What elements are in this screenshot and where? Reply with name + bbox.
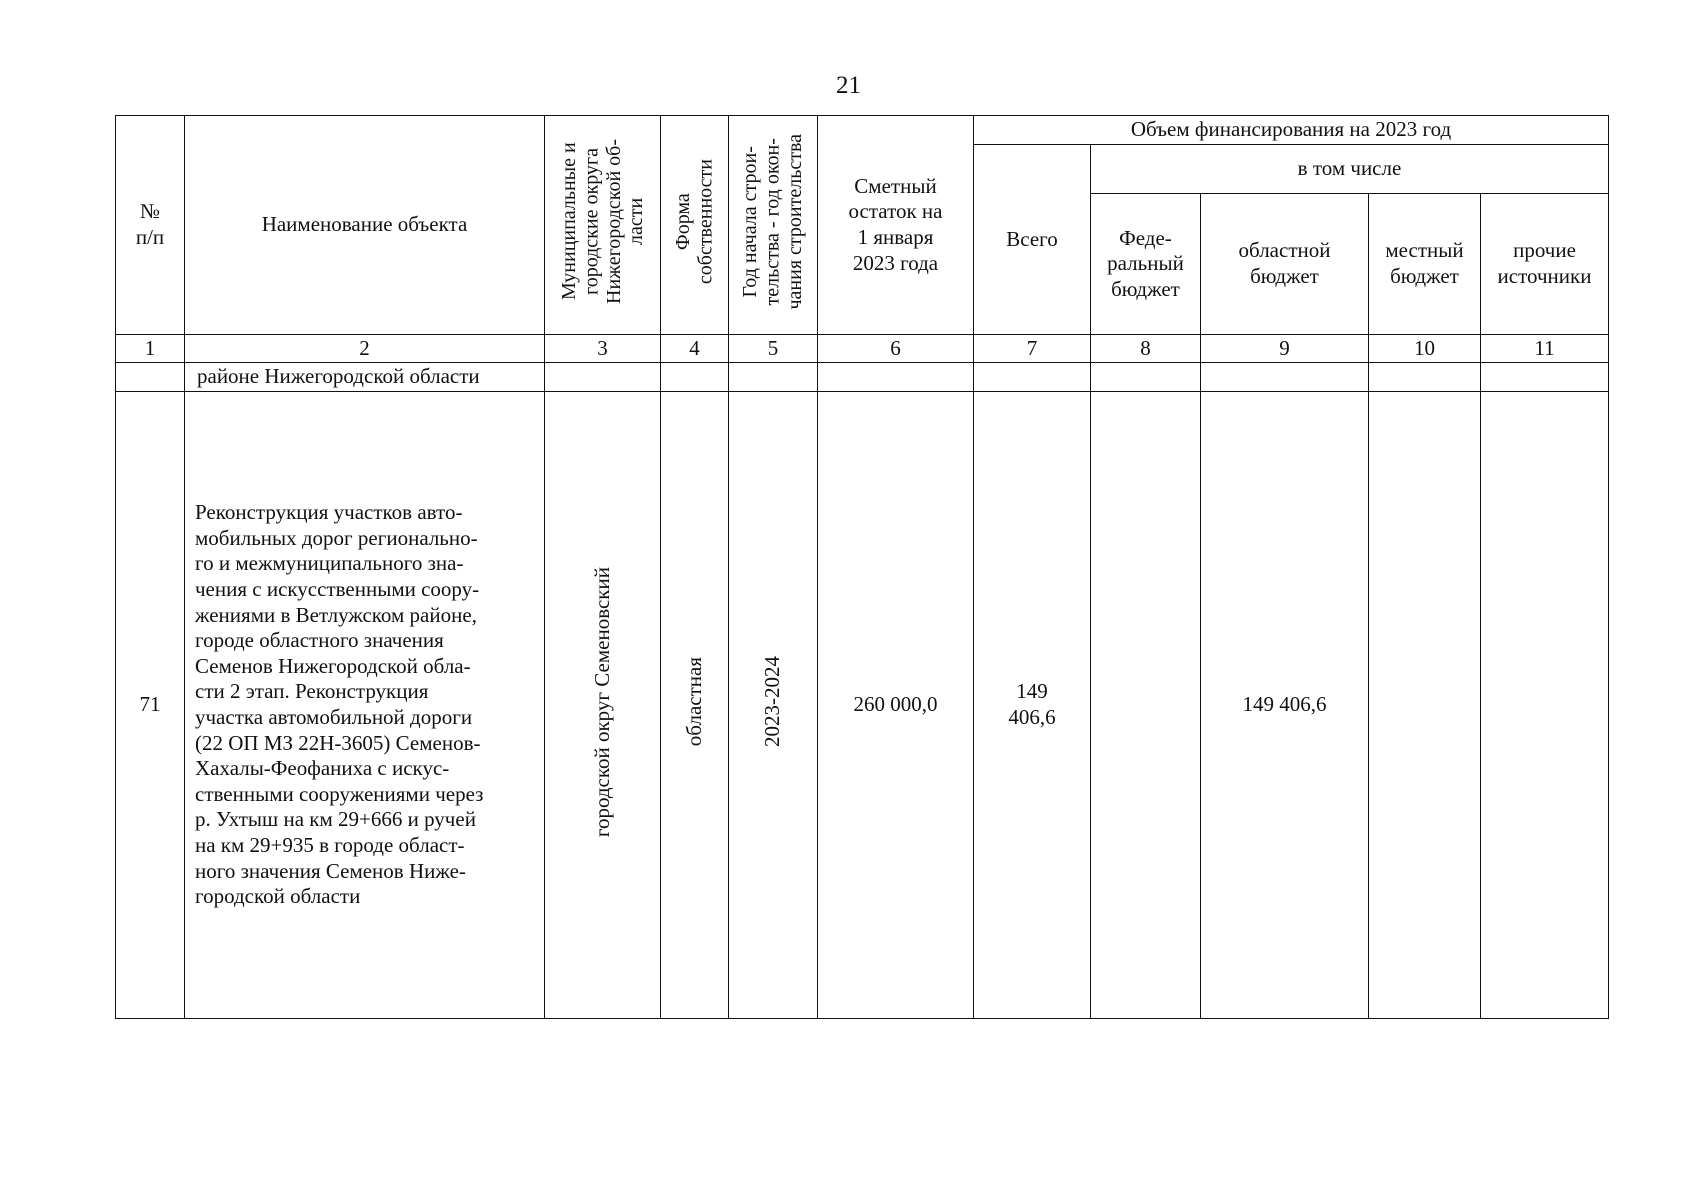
header-local: местный бюджет [1369,194,1481,335]
header-estimate-balance: Сметный остаток на 1 января 2023 года [818,116,974,335]
column-number-row [116,335,1609,363]
years: 2023-2024 [760,656,785,748]
table-cell [818,363,974,392]
object-name-cell [185,392,545,1019]
header-object-name: Наименование объекта [185,116,545,335]
continuation-text: районе Нижегородской области [185,363,545,392]
header-number: № п/п [116,116,185,335]
financing-table [115,115,1609,1019]
table-cell [1091,363,1201,392]
header-ownership: Форма собственности [661,116,729,335]
column-number: 6 [818,335,974,363]
table-cell [116,363,185,392]
row-number: 71 [116,392,185,1019]
column-number: 8 [1091,335,1201,363]
table-cell [545,363,661,392]
table-row [116,392,1609,1019]
column-number: 1 [116,335,185,363]
header-other: прочие источники [1481,194,1609,335]
object-name: Реконструкция участков авто- мобильных дорог регионально- го и межмуниципального зна- чения с искусственными соору- жениями в Ветлужском районе, городе областного значения Семенов Нижегородской обла- сти 2 этап. Реконструкция участка автомобильной дороги (22 ОП МЗ 22Н-3605) Семенов- Хахалы-Феофаниха с искус- ственными сооружениями через р. Ухтыш на км 29+666 и ручей на км 29+935 в городе област- ного значения Семенов Ниже- городской области [195,500,484,909]
table-cell [974,363,1091,392]
estimate-balance: 260 000,0 [818,392,974,1019]
table-cell [729,363,818,392]
header-regional: областной бюджет [1201,194,1369,335]
page-number: 21 [836,72,861,99]
other-value [1481,392,1609,1019]
column-number: 7 [974,335,1091,363]
regional-value: 149 406,6 [1201,392,1369,1019]
total-cell [974,392,1091,1019]
table-cell [1369,363,1481,392]
table-cell [661,363,729,392]
ownership-cell [661,392,729,1019]
column-number: 5 [729,335,818,363]
header-federal: Феде- ральный бюджет [1091,194,1201,335]
header-years: Год начала строи- тельства - год окон- чания строительства [729,116,818,335]
column-number: 2 [185,335,545,363]
table-cell [1481,363,1609,392]
years-cell [729,392,818,1019]
column-number: 9 [1201,335,1369,363]
header-total: Всего [974,145,1091,335]
column-number: 11 [1481,335,1609,363]
municipality: городской округ Семеновский [589,566,614,837]
column-number: 4 [661,335,729,363]
municipality-cell [545,392,661,1019]
continuation-row [116,363,1609,392]
federal-value [1091,392,1201,1019]
column-number: 3 [545,335,661,363]
local-value [1369,392,1481,1019]
header-municipality: Муниципальные и городские округа Нижегородской об- ласти [545,116,661,335]
column-number: 10 [1369,335,1481,363]
total-value: 149 406,6 [1008,679,1056,729]
table-cell [1201,363,1369,392]
header-funding-title: Объем финансирования на 2023 год [974,116,1609,145]
header-including: в том числе [1091,145,1609,194]
ownership: областная [681,657,706,747]
